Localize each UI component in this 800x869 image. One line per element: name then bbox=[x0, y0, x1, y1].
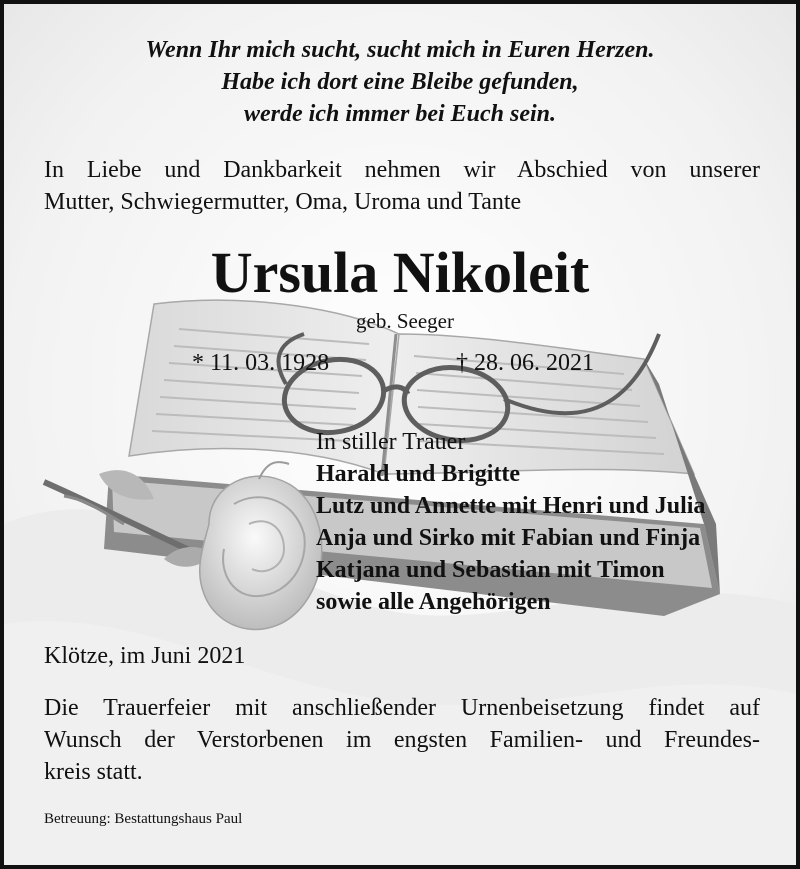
poem-verse bbox=[4, 34, 796, 130]
mourner-family: Anja und Sirko mit Fabian und Finja bbox=[316, 525, 701, 551]
poem-line: Wenn Ihr mich sucht, sucht mich in Euren Herzen. bbox=[145, 37, 655, 63]
mourner-family: Harald und Brigitte bbox=[316, 461, 521, 487]
intro-line: In Liebe und Dankbarkeit nehmen wir Abschied von unserer bbox=[44, 157, 760, 183]
poem-line: werde ich immer bei Euch sein. bbox=[244, 101, 556, 127]
funeral-line: Die Trauerfeier mit anschließender Urnenbeisetzung findet auf bbox=[44, 695, 760, 721]
funeral-home-note: Betreuung: Bestattungshaus Paul bbox=[44, 811, 243, 827]
funeral-line: Wunsch der Verstorbenen im engsten Familien- und Freundes- bbox=[44, 727, 760, 753]
mourner-family: Katjana und Sebastian mit Timon bbox=[316, 557, 665, 583]
funeral-line: kreis statt. bbox=[44, 759, 143, 785]
place-date: Klötze, im Juni 2021 bbox=[44, 643, 246, 669]
poem-line: Habe ich dort eine Bleibe gefunden, bbox=[221, 69, 579, 95]
deceased-name: Ursula Nikoleit bbox=[210, 240, 590, 305]
funeral-info bbox=[44, 692, 760, 788]
mourners-lead: In stiller Trauer bbox=[316, 429, 466, 455]
maiden-name: geb. Seeger bbox=[356, 309, 454, 333]
mourner-family: Lutz und Annette mit Henri und Julia bbox=[316, 493, 706, 519]
mourners-list bbox=[316, 426, 705, 618]
mourner-family: sowie alle Angehörigen bbox=[316, 589, 551, 615]
intro-text bbox=[44, 154, 760, 218]
death-date: † 28. 06. 2021 bbox=[456, 350, 594, 376]
intro-line: Mutter, Schwiegermutter, Oma, Uroma und Tante bbox=[44, 189, 522, 215]
birth-date: * 11. 03. 1928 bbox=[192, 350, 330, 376]
